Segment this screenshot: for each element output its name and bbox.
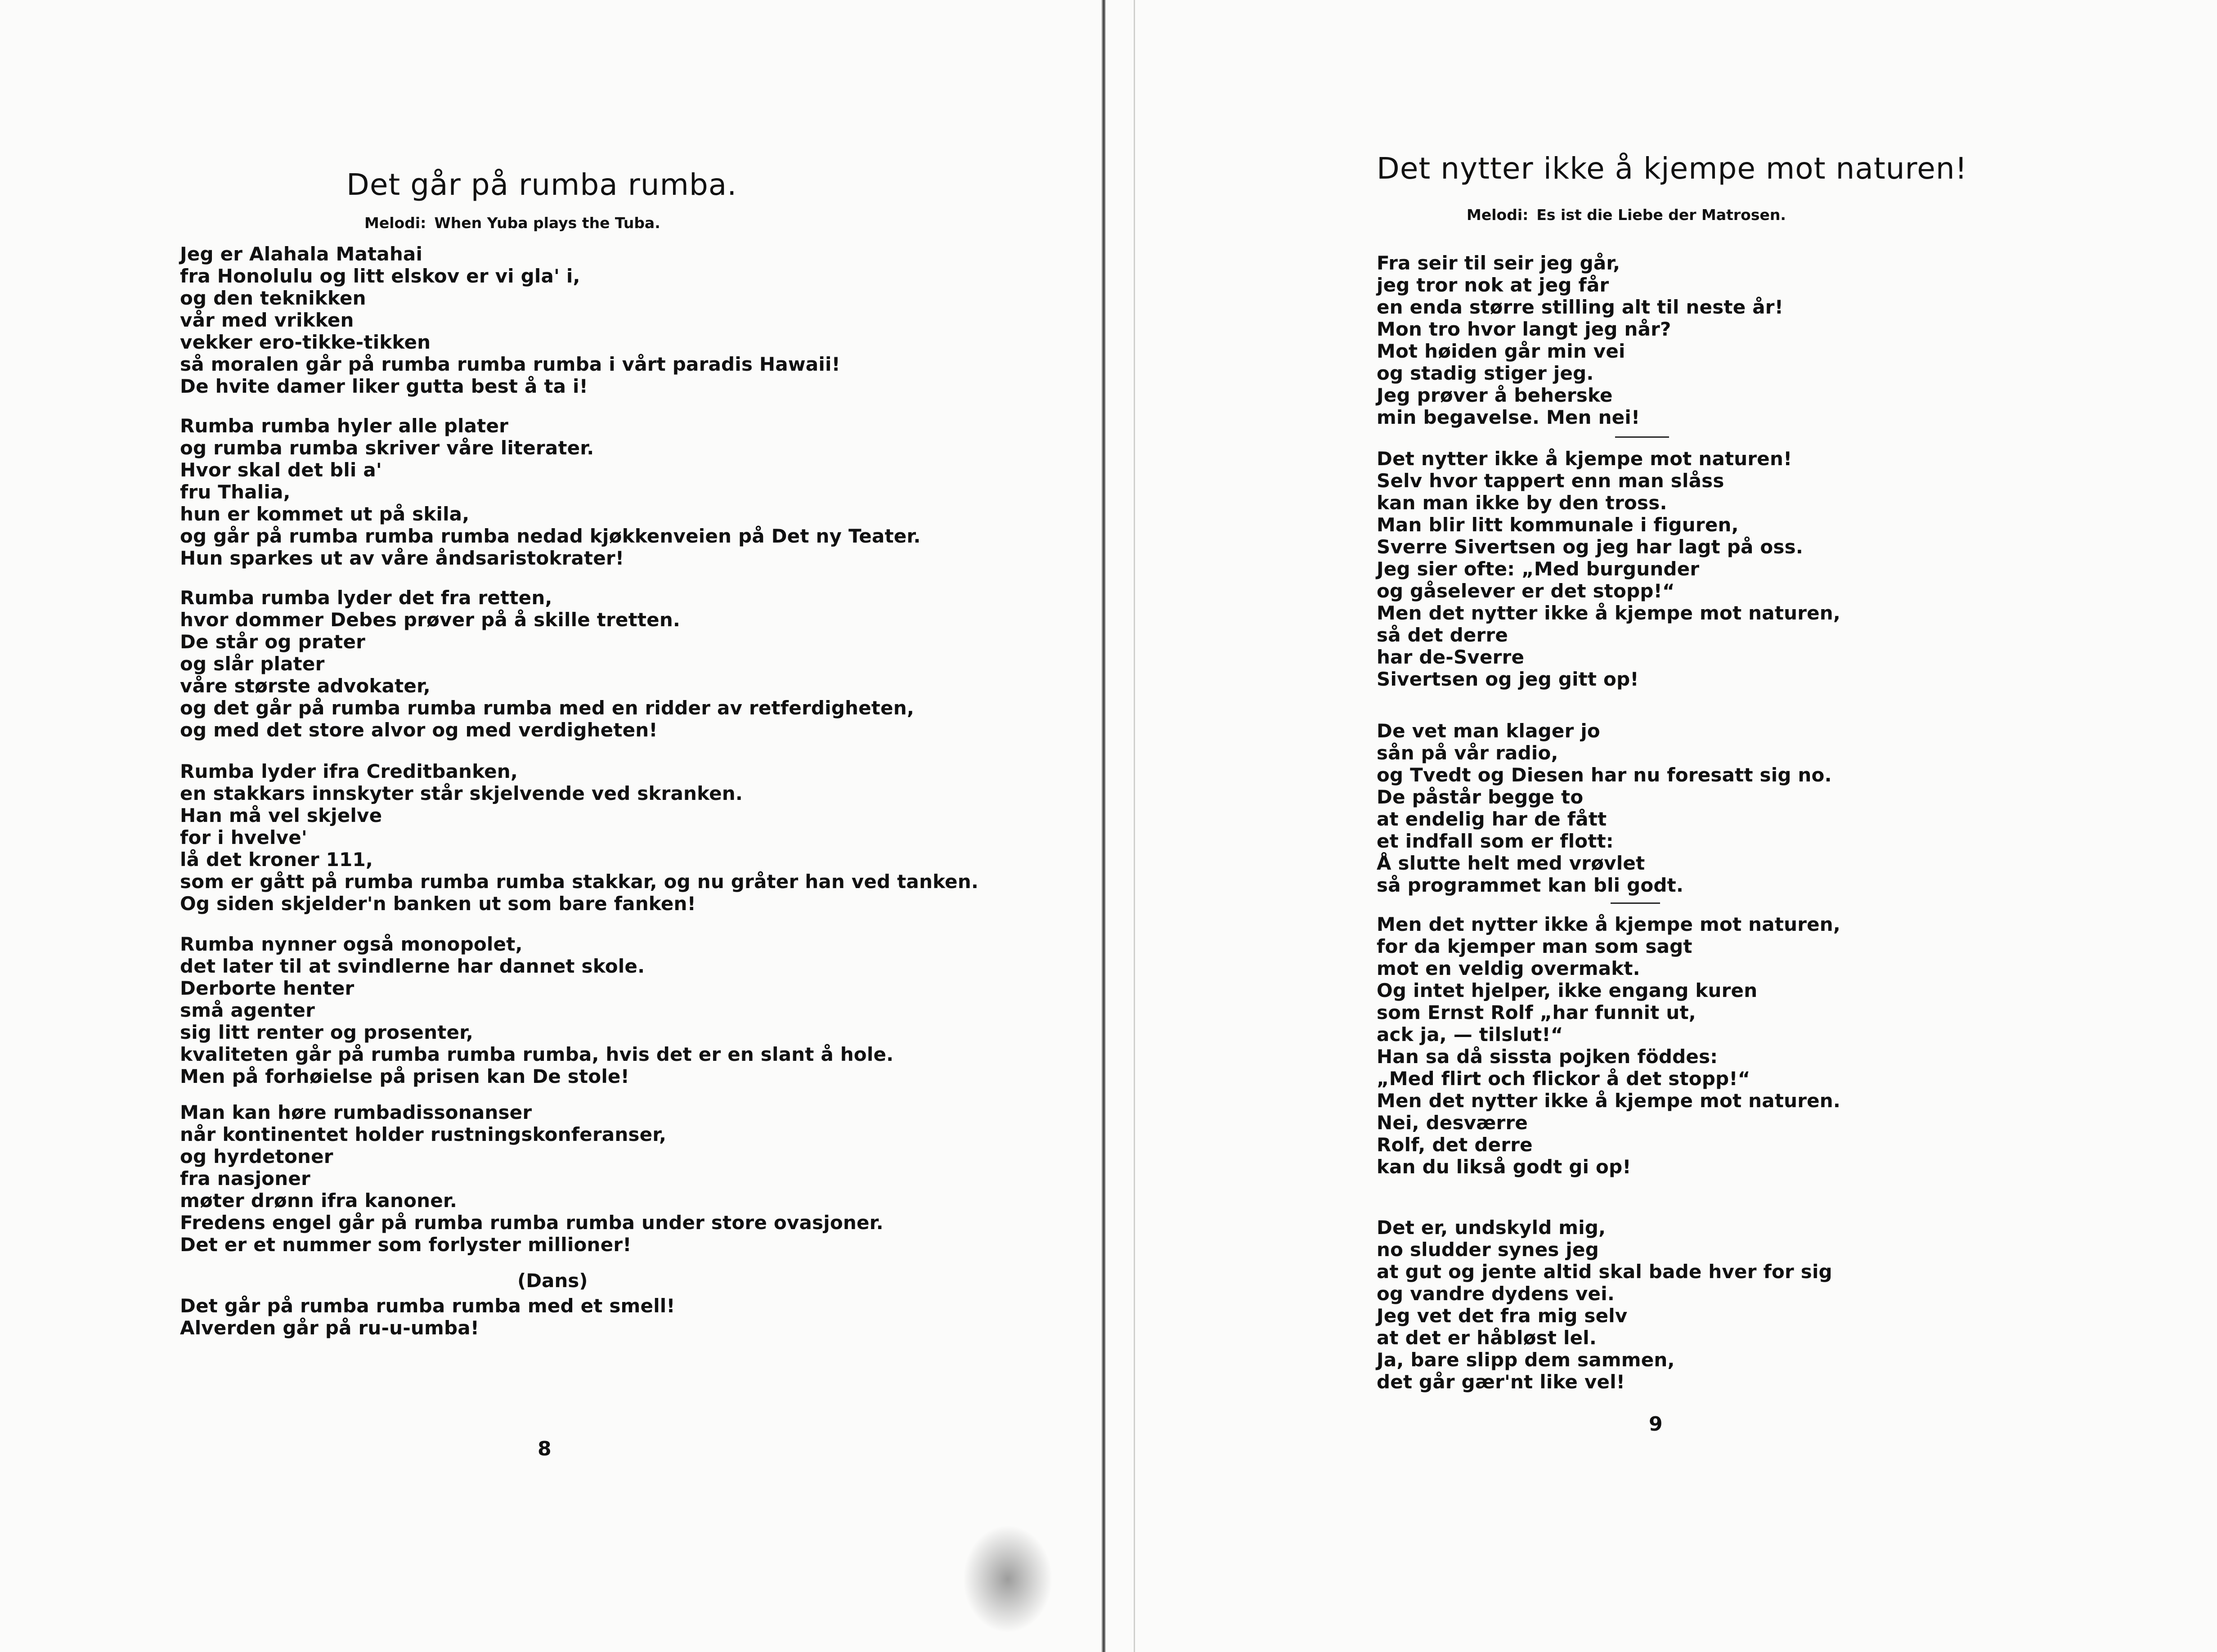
verse-line: det later til at svindlerne har dannet skole. — [180, 955, 645, 977]
verse-line: Rumba lyder ifra Creditbanken, — [180, 760, 518, 782]
verse-line: og går på rumba rumba rumba nedad kjøkkenveien på Det ny Teater. — [180, 525, 921, 547]
verse-line: mot en veldig overmakt. — [1377, 957, 1640, 979]
verse-line: Og intet hjelper, ikke engang kuren — [1377, 979, 1758, 1001]
verse-line: Hvor skal det bli a' — [180, 459, 382, 481]
page-number: 8 — [538, 1437, 552, 1460]
verse-line: og hyrdetoner — [180, 1145, 333, 1167]
verse-line: Jeg sier ofte: „Med burgunder — [1377, 558, 1700, 580]
verse-line: våre største advokater, — [180, 675, 431, 697]
final-stanza — [180, 1295, 675, 1339]
verse-line: hvor dommer Debes prøver på å skille tretten. — [180, 609, 681, 631]
verse-line: at endelig har de fått — [1377, 808, 1607, 830]
verse-line: ack ja, — tilslut!“ — [1377, 1024, 1563, 1046]
verse-line: Å slutte helt med vrøvlet — [1377, 852, 1645, 874]
verse-line: fra Honolulu og litt elskov er vi gla' i, — [180, 265, 580, 287]
verse-line: De hvite damer liker gutta best å ta i! — [180, 375, 588, 397]
verse-line: hun er kommet ut på skila, — [180, 503, 470, 525]
verse-line: „Med flirt och flickor å det stopp!“ — [1377, 1068, 1750, 1090]
verse-line: Sivertsen og jeg gitt op! — [1377, 668, 1639, 690]
melody-line — [1467, 206, 1786, 224]
verse-line: Han sa då sissta pojken föddes: — [1377, 1046, 1718, 1068]
stanza — [1377, 720, 1832, 896]
verse-line: som Ernst Rolf „har funnit ut, — [1377, 1001, 1696, 1024]
melody-line — [364, 214, 660, 232]
verse-line: så moralen går på rumba rumba rumba i vårt paradis Hawaii! — [180, 353, 840, 375]
verse-line: når kontinentet holder rustningskonferanser, — [180, 1123, 667, 1145]
verse-line: Alverden går på ru-u-umba! — [180, 1317, 480, 1339]
verse-line: kan man ikke by den tross. — [1377, 492, 1667, 514]
verse-line: et indfall som er flott: — [1377, 830, 1614, 852]
verse-line: og med det store alvor og med verdigheten! — [180, 719, 658, 741]
verse-line: Det nytter ikke å kjempe mot naturen! — [1377, 448, 1792, 470]
stanza — [180, 933, 893, 1087]
verse-line: Rumba rumba hyler alle plater — [180, 415, 509, 437]
verse-line: og rumba rumba skriver våre literater. — [180, 437, 594, 459]
verse-line: Mot høiden går min vei — [1377, 340, 1625, 362]
verse-line: Fredens engel går på rumba rumba rumba under store ovasjoner. — [180, 1212, 884, 1234]
stanza — [1377, 1217, 1832, 1393]
verse-line: De vet man klager jo — [1377, 720, 1600, 742]
melody-name: Es ist die Liebe der Matrosen. — [1536, 206, 1786, 224]
verse-line: Jeg prøver å beherske — [1377, 384, 1613, 406]
song-title: Det nytter ikke å kjempe mot naturen! — [1377, 151, 1968, 186]
stanza — [180, 1101, 884, 1256]
verse-line: Nei, desværre — [1377, 1112, 1528, 1134]
verse-line: så det derre — [1377, 624, 1508, 646]
verse-line: Det er, undskyld mig, — [1377, 1217, 1606, 1239]
section-rule — [1615, 436, 1669, 438]
verse-line: lå det kroner 111, — [180, 848, 373, 871]
verse-line: Mon tro hvor langt jeg når? — [1377, 318, 1671, 340]
verse-line: Men det nytter ikke å kjempe mot naturen, — [1377, 602, 1841, 624]
verse-line: små agenter — [180, 999, 315, 1021]
verse-line: en stakkars innskyter står skjelvende ved skranken. — [180, 782, 743, 804]
verse-line: møter drønn ifra kanoner. — [180, 1190, 458, 1212]
dance-note: (Dans) — [517, 1270, 588, 1292]
stanza — [180, 243, 840, 397]
verse-line: Man kan høre rumbadissonanser — [180, 1101, 532, 1123]
verse-line: Ja, bare slipp dem sammen, — [1377, 1349, 1675, 1371]
verse-line: for i hvelve' — [180, 826, 307, 848]
verse-line: Det går på rumba rumba rumba med et smell! — [180, 1295, 675, 1317]
stanza — [180, 415, 921, 569]
book-gutter — [1101, 0, 1106, 1652]
verse-line: Rumba nynner også monopolet, — [180, 933, 523, 955]
verse-line: vekker ero-tikke-tikken — [180, 331, 431, 353]
melody-label: Melodi: — [1467, 206, 1529, 224]
stanza — [180, 587, 914, 741]
song-title: Det går på rumba rumba. — [346, 167, 737, 202]
verse-line: Rolf, det derre — [1377, 1134, 1533, 1156]
verse-line: Fra seir til seir jeg går, — [1377, 252, 1620, 274]
verse-line: Men det nytter ikke å kjempe mot naturen, — [1377, 913, 1841, 935]
right-page — [1377, 0, 2141, 1652]
verse-line: og gåselever er det stopp!“ — [1377, 580, 1675, 602]
verse-line: Men det nytter ikke å kjempe mot naturen. — [1377, 1090, 1841, 1112]
page-number: 9 — [1649, 1413, 1663, 1436]
verse-line: og Tvedt og Diesen har nu foresatt sig no. — [1377, 764, 1832, 786]
verse-line: Jeg vet det fra mig selv — [1377, 1305, 1628, 1327]
verse-line: at det er håbløst lel. — [1377, 1327, 1597, 1349]
verse-line: at gut og jente altid skal bade hver for sig — [1377, 1261, 1832, 1283]
verse-line: Og siden skjelder'n banken ut som bare fanken! — [180, 893, 696, 915]
verse-line: og den teknikken — [180, 287, 366, 309]
verse-line: no sludder synes jeg — [1377, 1239, 1599, 1261]
verse-line: som er gått på rumba rumba rumba stakkar, og nu gråter han ved tanken. — [180, 871, 978, 893]
verse-line: sig litt renter og prosenter, — [180, 1021, 474, 1043]
verse-line: så programmet kan bli godt. — [1377, 874, 1684, 896]
stanza — [1377, 913, 1840, 1178]
stanza — [1377, 448, 1840, 690]
melody-label: Melodi: — [364, 214, 426, 232]
verse-line: Derborte henter — [180, 977, 355, 999]
verse-line: Det er et nummer som forlyster millioner! — [180, 1234, 632, 1256]
verse-line: Han må vel skjelve — [180, 804, 382, 826]
verse-line: en enda større stilling alt til neste år! — [1377, 296, 1784, 318]
verse-line: Man blir litt kommunale i figuren, — [1377, 514, 1739, 536]
verse-line: kan du likså godt gi op! — [1377, 1156, 1631, 1178]
verse-line: og vandre dydens vei. — [1377, 1283, 1615, 1305]
verse-line: Hun sparkes ut av våre åndsaristokrater! — [180, 547, 624, 569]
verse-line: og stadig stiger jeg. — [1377, 362, 1594, 384]
verse-line: det går gær'nt like vel! — [1377, 1371, 1625, 1393]
left-page — [180, 0, 990, 1652]
verse-line: De påstår begge to — [1377, 786, 1584, 808]
verse-line: kvaliteten går på rumba rumba rumba, hvis det er en slant å hole. — [180, 1043, 894, 1065]
verse-line: fra nasjoner — [180, 1167, 310, 1190]
verse-line: har de-Sverre — [1377, 646, 1525, 668]
verse-line: fru Thalia, — [180, 481, 291, 503]
stanza — [180, 760, 978, 915]
gutter-edge — [1134, 0, 1135, 1652]
verse-line: Jeg er Alahala Matahai — [180, 243, 423, 265]
verse-line: Sverre Sivertsen og jeg har lagt på oss. — [1377, 536, 1803, 558]
verse-line: sån på vår radio, — [1377, 742, 1558, 764]
verse-line: Men på forhøielse på prisen kan De stole! — [180, 1065, 629, 1087]
melody-name: When Yuba plays the Tuba. — [434, 214, 660, 232]
verse-line: Selv hvor tappert enn man slåss — [1377, 470, 1724, 492]
verse-line: jeg tror nok at jeg får — [1377, 274, 1609, 296]
verse-line: og det går på rumba rumba rumba med en ridder av retferdigheten, — [180, 697, 914, 719]
stanza — [1377, 252, 1783, 428]
verse-line: Rumba rumba lyder det fra retten, — [180, 587, 552, 609]
verse-line: og slår plater — [180, 653, 325, 675]
verse-line: vår med vrikken — [180, 309, 354, 331]
verse-line: for da kjemper man som sagt — [1377, 935, 1692, 957]
verse-line: De står og prater — [180, 631, 366, 653]
section-rule — [1611, 902, 1660, 904]
verse-line: min begavelse. Men nei! — [1377, 406, 1640, 428]
